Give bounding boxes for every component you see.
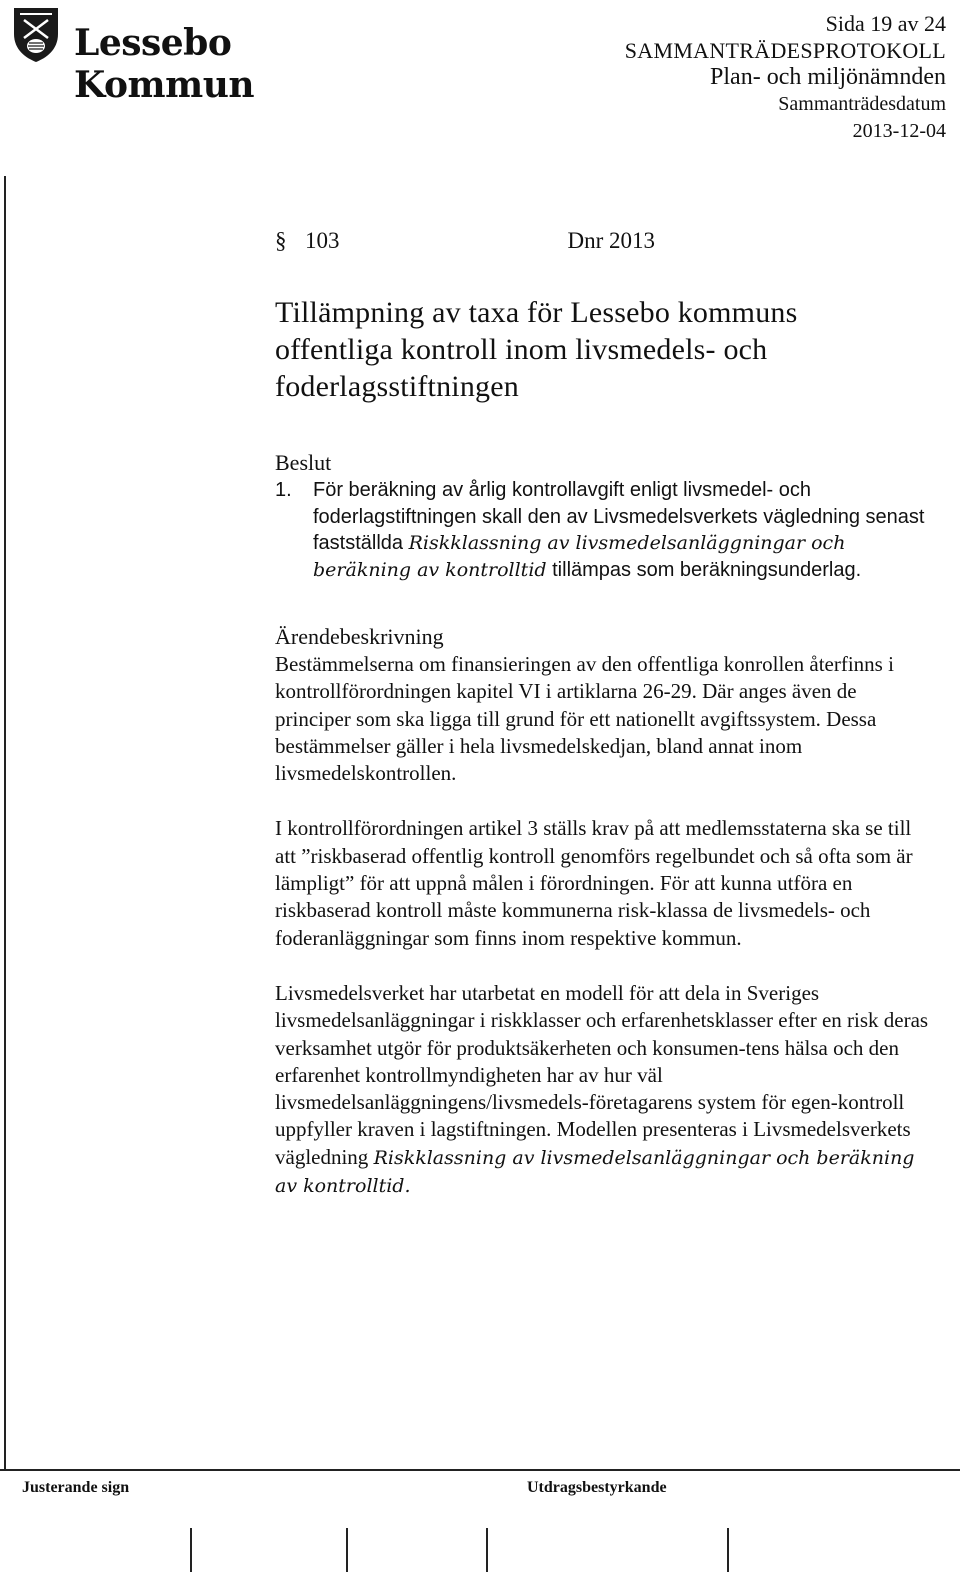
- document-body: [275, 228, 935, 1200]
- municipality-logo: [8, 4, 368, 106]
- signature-divider: [486, 1528, 488, 1572]
- title-line: Tillämpning av taxa för Lessebo kommuns: [275, 296, 798, 329]
- case-description-paragraph: I kontrollförordningen artikel 3 ställs krav på att medlemsstaterna ska se till att ”riskbaserad offentlig kontroll genomförs regelbundet och så ofta som är lämpligt” för att uppnå målen i förordningen. För att kunna utföra en riskbaserad kontroll måste kommunerna risk-klassa de livsmedels- och foderanläggningar som finns inom respektive kommun.: [275, 816, 913, 950]
- coat-of-arms-icon: [8, 4, 64, 64]
- decision-item: [275, 477, 935, 583]
- decision-item-number: 1.: [275, 479, 292, 501]
- signature-divider: [190, 1528, 192, 1572]
- case-title: [275, 294, 935, 405]
- footer-rule: [0, 1469, 960, 1471]
- case-description-paragraph: Livsmedelsverket har utarbetat en modell för att dela in Sveriges livsmedelsanläggningar i riskklasser och erfarenhetsklasser efter en risk deras verksamhet utgör för produktsäkerheten och konsumen-tens hälsa och den erfarenhet kontrollmyndigheten har av hur väl livsmedelsanläggningens/livsmedels-företagarens system för egen-kontroll uppfyller kraven i lagstiftningen. Modellen presenteras i Livsmedelsverkets vägledning Riskklassning av livsmedelsanläggningar och beräkning av kontrolltid.: [275, 980, 929, 1198]
- margin-rule: [4, 176, 6, 1470]
- certification-label: Utdragsbestyrkande: [527, 1479, 667, 1496]
- logo-text: Lessebo Kommun: [74, 22, 255, 106]
- initials-label: Justerande sign: [22, 1479, 130, 1496]
- case-reference: [275, 228, 935, 254]
- signature-divider: [727, 1528, 729, 1572]
- meeting-date-label: Sammanträdesdatum: [778, 93, 946, 115]
- decision-item-text: För beräkning av årlig kontrollavgift enligt livsmedel- och foderlagstiftningen skall den av Livsmedelsverkets vägledning senast fastställda Riskklassning av livsmedelsanläggningar och beräkning av kontrolltid tillämpas som beräkningsunderlag.: [313, 479, 925, 581]
- signature-divider: [346, 1528, 348, 1572]
- case-description-heading: Ärendebeskrivning: [275, 624, 444, 649]
- decision-heading: Beslut: [275, 450, 332, 475]
- guidance-document-title: Riskklassning av livsmedelsanläggningar och beräkning av kontrolltid: [313, 532, 846, 581]
- title-line: foderlagsstiftningen: [275, 370, 519, 403]
- committee-name: Plan- och miljönämnden: [710, 64, 946, 90]
- document-header: [625, 10, 946, 145]
- title-line: offentliga kontroll inom livsmedels- och: [275, 333, 768, 366]
- document-type: SAMMANTRÄDESPROTOKOLL: [624, 38, 946, 63]
- section-symbol: §: [275, 228, 287, 253]
- meeting-date: 2013-12-04: [852, 120, 946, 142]
- guidance-document-title: Riskklassning av livsmedelsanläggningar och beräkning av kontrolltid.: [275, 1146, 915, 1198]
- page-number: Sida 19 av 24: [825, 11, 946, 36]
- diary-number: Dnr 2013: [567, 228, 656, 253]
- case-description-paragraph: Bestämmelserna om finansieringen av den offentliga konrollen återfinns i kontrollförordningen kapitel VI i artiklarna 26-29. Där anges även de principer som ska ligga till grund för ett nationellt avgiftssystem. Dessa bestämmelser gäller i hela livsmedelskedjan, bland annat inom livsmedelskontrollen.: [275, 652, 894, 786]
- case-number: 103: [305, 228, 340, 253]
